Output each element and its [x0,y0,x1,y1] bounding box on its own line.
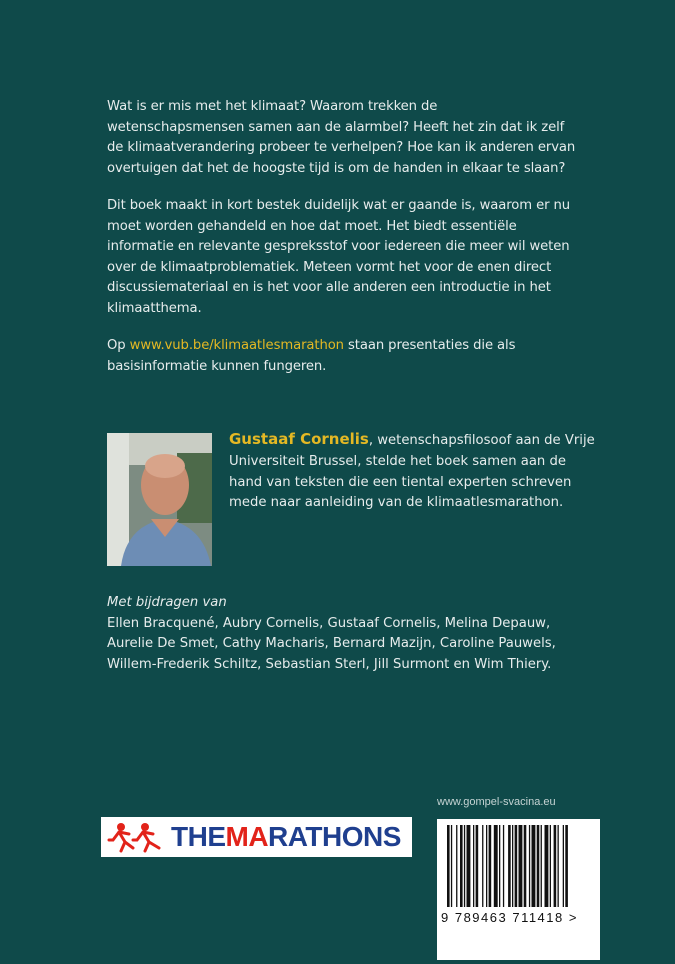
barcode-bars [437,819,600,960]
barcode-bar [494,825,498,907]
barcode-bar [499,825,500,907]
contributors-block [107,593,587,675]
barcode-bar [554,825,557,907]
barcode-bar [541,825,542,907]
p3-suffix: staan presentaties die als basisinformatie kunnen fungeren. [107,338,516,374]
barcode-bar [519,825,523,907]
p3-prefix: Op [107,338,126,353]
barcode [437,819,600,960]
barcode-bar [482,825,483,907]
barcode-bar [476,825,479,907]
intro-paragraph-2: Dit boek maakt in kort bestek duidelijk wat er gaande is, waarom er nu moet worden gehandeld en hoe dat moet. Het biedt essentiële informatie en relevante gespreksstof voor iedereen die meer wil weten over de klimaatproblematiek. Meteen vormt het voor de enen direct discussiemateriaal en is het voor alle anderen een introductie in het klimaatthema. [107,198,571,316]
barcode-bar [545,825,549,907]
barcode-bar [524,825,527,907]
barcode-bar [460,825,463,907]
author-photo [107,433,212,566]
intro-paragraph-1: Wat is er mis met het klimaat? Waarom trekken de wetenschapsmensen samen aan de alarmbel? Heeft het zin dat ik zelf de klimaatverandering probeer te verhelpen? Hoe kan ik anderen ervan overtuigen dat het de hoogste tijd is om de handen in elkaar te slaan? [107,99,576,176]
barcode-bar [464,825,465,907]
contributors-names: Ellen Bracquené, Aubry Cornelis, Gustaaf Cornelis, Melina Depauw, Aurelie De Smet, Cathy Macharis, Bernard Mazijn, Caroline Pauwels, Willem-Frederik Schiltz, Sebastian Sterl, Jill Surmont en Wim Thiery. [107,615,556,672]
barcode-bar [550,825,551,907]
author-bio-text: , wetenschapsfilosoof aan de Vrije Universiteit Brussel, stelde het boek samen aan de hand van teksten die een tiental experten schreven mede naar aanleiding van de klimaatlesmarathon. [229,433,595,511]
barcode-bar [467,825,471,907]
author-bio [229,429,599,514]
barcode-bar [515,825,518,907]
logo-the: THE [171,821,226,852]
barcode-bar [503,825,504,907]
barcode-bar [529,825,530,907]
barcode-bar [537,825,540,907]
barcode-bar [532,825,536,907]
barcode-bar [447,825,450,907]
barcode-bar [473,825,474,907]
klimaatlesmarathon-link[interactable]: www.vub.be/klimaatlesmarathon [129,338,344,353]
isbn-number: 9 789463 711418 > [441,910,578,925]
barcode-bar [558,825,559,907]
logo-wordmark [171,821,401,853]
barcode-bar [563,825,564,907]
barcode-bar [456,825,457,907]
barcode-bar [565,825,568,907]
publisher-website[interactable]: www.gompel-svacina.eu [437,796,556,808]
barcode-bar [486,825,487,907]
contributors-label: Met bijdragen van [107,595,227,610]
intro-paragraph-3 [107,336,577,377]
barcode-bar [512,825,513,907]
themarathons-logo [101,817,412,857]
author-name: Gustaaf Cornelis [229,430,369,448]
logo-ma: MA [225,821,269,852]
author-portrait-illustration [107,433,212,566]
barcode-bar [451,825,452,907]
runner-icon [107,820,165,854]
barcode-bar [508,825,511,907]
logo-rathons: RATHONS [268,821,401,852]
barcode-bar [489,825,492,907]
